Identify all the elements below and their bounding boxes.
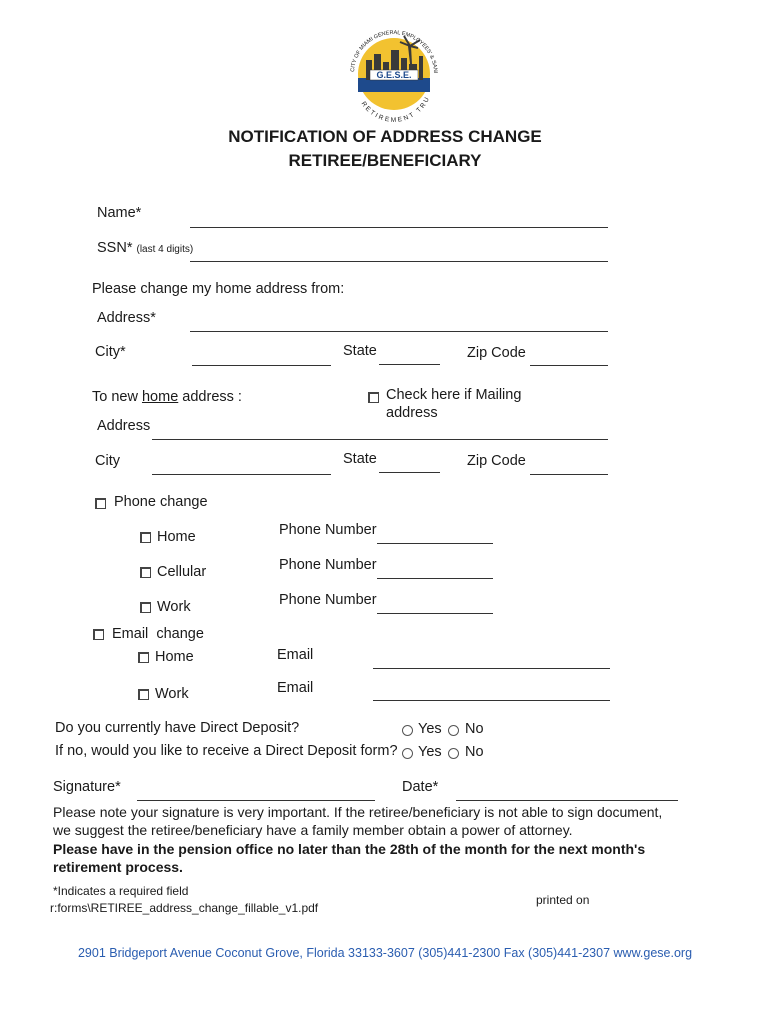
date-field[interactable] [456,800,678,801]
phone-change-checkbox[interactable] [95,498,106,509]
old-city-field[interactable] [192,365,331,366]
form-subtitle: RETIREE/BENEFICIARY [288,151,482,170]
email-home-checkbox[interactable] [138,652,149,663]
to-new-suffix: address : [178,389,242,405]
phone-home-number-field[interactable] [377,543,493,544]
new-city-field[interactable] [152,474,331,475]
footer-address: 2901 Bridgeport Avenue Coconut Grove, Florida 33133-3607 (305)441-2300 Fax (305)441-2307 www.gese.org [77,946,693,960]
phone-change-label: Phone change [114,494,208,510]
deadline-note-line1: Please have in the pension office no later than the 28th of the month for the next month's [53,841,646,857]
to-new-prefix: To new [92,389,142,405]
logo-ring-text: CITY OF MIAMI GENERAL EMPLOYEES' & SANI [350,29,439,74]
ssn-hint: (last 4 digits) [136,244,194,255]
date-label: Date* [402,779,439,795]
gese-logo [336,16,452,128]
new-address-label: Address [97,418,151,434]
old-zip-label: Zip Code [467,345,526,361]
logo-graphic [336,16,452,128]
ssn-field[interactable] [190,261,608,262]
deposit-current-no-radio[interactable] [448,725,459,736]
phone-home-label: Home [157,529,196,545]
required-field-note: *Indicates a required field [53,884,189,898]
deposit-form-question: If no, would you like to receive a Direct Deposit form? [55,743,398,759]
change-from-label: Please change my home address from: [92,281,345,297]
deposit-form-no-label: No [465,744,484,760]
mailing-checkbox[interactable] [368,392,379,403]
ssn-label-text: SSN* [97,240,133,256]
old-state-field[interactable] [379,364,440,365]
phone-home-checkbox[interactable] [140,532,151,543]
new-zip-field[interactable] [530,474,608,475]
email-change-checkbox[interactable] [93,629,104,640]
email-home-field[interactable] [373,668,610,669]
signature-note-line1: Please note your signature is very important. If the retiree/beneficiary is not able to sign document, [53,804,663,820]
phone-work-label: Work [157,599,191,615]
phone-home-number-label: Phone Number [279,522,377,538]
mailing-check-label-2: address [386,405,438,421]
new-city-label: City [95,453,120,469]
phone-cell-checkbox[interactable] [140,567,151,578]
direct-deposit-question: Do you currently have Direct Deposit? [55,720,300,736]
email-work-address-label: Email [277,680,314,696]
name-field[interactable] [190,227,608,228]
deposit-current-yes-label: Yes [418,721,442,737]
printed-on-label: printed on [536,893,590,907]
deposit-form-yes-radio[interactable] [402,748,413,759]
logo-name: G.E.S.E. [376,70,412,80]
form-title: NOTIFICATION OF ADDRESS CHANGE [228,127,542,146]
new-zip-label: Zip Code [467,453,526,469]
signature-field[interactable] [137,800,375,801]
signature-label: Signature* [53,779,121,795]
to-new-home: home [141,389,179,405]
email-home-address-label: Email [277,647,314,663]
phone-work-checkbox[interactable] [140,602,151,613]
ssn-label [97,240,193,256]
logo-bottom-text: RETIREMENT TRU [359,94,432,124]
deposit-form-no-radio[interactable] [448,748,459,759]
old-state-label: State [343,343,377,359]
file-path: r:forms\RETIREE_address_change_fillable_v1.pdf [50,901,319,915]
phone-work-number-field[interactable] [377,613,493,614]
signature-note-line2: we suggest the retiree/beneficiary have a family member obtain a power of attorney. [53,822,573,838]
to-new-address-label [92,389,242,405]
city-req-label: City* [95,344,126,360]
old-address-field[interactable] [190,331,608,332]
phone-cell-number-label: Phone Number [279,557,377,573]
phone-work-number-label: Phone Number [279,592,377,608]
email-work-checkbox[interactable] [138,689,149,700]
email-change-label: Email change [112,626,204,642]
email-work-field[interactable] [373,700,610,701]
new-state-field[interactable] [379,472,440,473]
mailing-check-label: Check here if Mailing [386,387,522,403]
deposit-current-no-label: No [465,721,484,737]
old-zip-field[interactable] [530,365,608,366]
name-label: Name* [97,205,142,221]
email-work-label: Work [155,686,189,702]
phone-cell-label: Cellular [157,564,207,580]
deposit-form-yes-label: Yes [418,744,442,760]
new-state-label: State [343,451,377,467]
address-req-label: Address* [97,310,156,326]
email-home-label: Home [155,649,194,665]
deadline-note-line2: retirement process. [53,859,183,875]
new-address-field[interactable] [152,439,608,440]
deposit-current-yes-radio[interactable] [402,725,413,736]
phone-cell-number-field[interactable] [377,578,493,579]
